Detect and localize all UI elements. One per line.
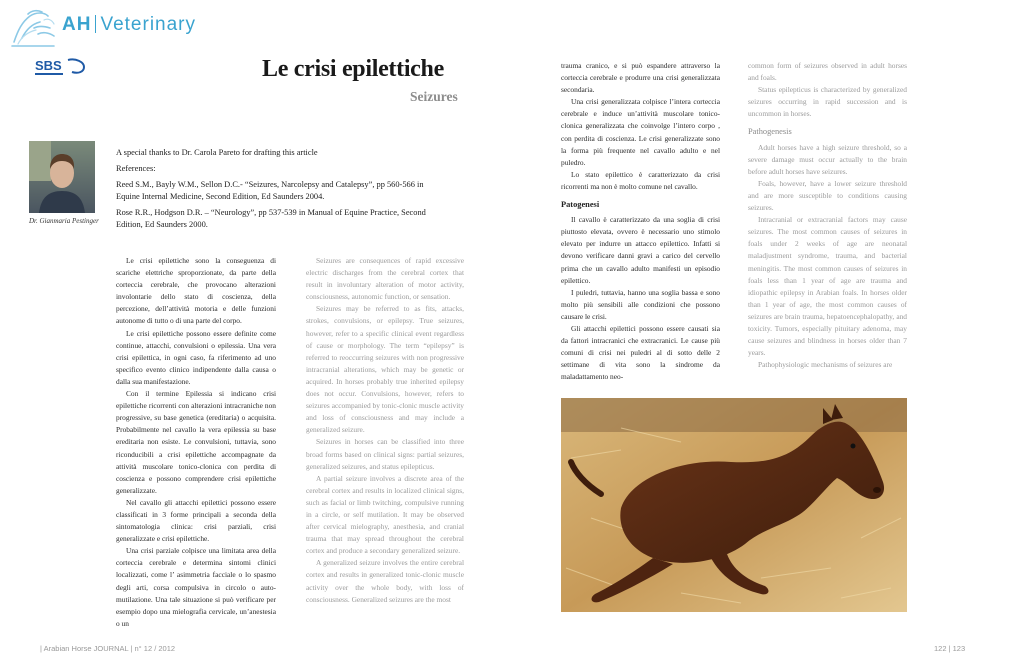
column-english-2: [748, 60, 907, 371]
references-label: References:: [116, 164, 156, 173]
journal-name: Arabian Horse JOURNAL: [43, 644, 129, 653]
paragraph: Gli attacchi epilettici possono essere causati sia da fattori intracranici che extracranici. Le cause più comuni di crisi nei puledri al di sotto delle 2 settimane di vita sono la sindrome da maladattamento neo-: [561, 323, 720, 382]
author-photo: [29, 141, 95, 213]
page-numbers: 122 | 123: [934, 644, 966, 653]
reference-item: Rose R.R., Hodgson D.R. – “Neurology”, pp 537-539 in Manual of Equine Practice, Second Edition, Ed Saunders 2000.: [116, 208, 426, 229]
paragraph: Pathophysiologic mechanisms of seizures are: [758, 360, 893, 370]
paragraph: trauma cranico, e si può espandere attraverso la corteccia cerebrale e produrre una crisi generalizzata secondaria.: [561, 61, 720, 95]
column-italian-2: [561, 60, 720, 383]
thanks-line: A special thanks to Dr. Carola Pareto for drafting this article: [116, 148, 318, 157]
section-heading: Patogenesi: [561, 200, 600, 210]
paragraph: Con il termine Epilessia si indicano crisi epilettiche ricorrenti con alterazioni intracraniche non progressive, su base genetica (ereditaria) o acquisita. Probabilmente nel cavallo la vera epilessia su base ereditaria non esiste. Le convulsioni, tuttavia, sono riconducibili a crisi epilettiche accompagnate da attività muscolare tonico-clonica con perdita di coscienza e possono comprendere crisi epilettiche generalizzate.: [116, 389, 276, 495]
paragraph: Intracranial or extracranial factors may cause seizures. The most common causes of seizures in foals under 2 weeks of age are neonatal maladjustment syndrome, trauma, and bacterial meningitis. The most common causes of seizures in foals less than 1 year of age are trauma and idiopathic epilepsy in Arabian foals. In horses older than 1 year of age, the most common causes of seizures are brain trauma, hepatoencephalopathy, and toxicity. Tumors, especially pituitary adenoma, may cause seizures and blindness in horses older than 7 years.: [748, 215, 907, 358]
issue-number: n° 12 / 2012: [134, 644, 176, 653]
paragraph: Seizures may be referred to as fits, attacks, strokes, convulsions, or epilepsy. True seizures, however, refer to a specific clinical event regardless of cause or morphology. The term “epilepsy” is referred to reoccurring seizures with non progressive intracranial alterations, which may be genetic or acquired. In horses probably true inherited epilepsy does not occur. Convulsions, however, refers to seizures accompanied by tonic-clonic muscle activity and loss of consciousness and may include a generalized seizure.: [306, 304, 464, 435]
article-subtitle: Seizures: [410, 89, 458, 104]
paragraph: Il cavallo è caratterizzato da una soglia di crisi piuttosto elevata, ovvero è necessario uno stimolo elevato per indurre un attacco epilettico. Infatti si devono verificare danni gravi a carico del cervello prima che un cavallo adulto manifesti un episodio epilettico.: [561, 215, 720, 285]
brand-bold: AH: [62, 14, 92, 35]
paragraph: Status epilepticus is characterized by generalized seizures occurring in rapid succession and is uncommon in horses.: [748, 85, 907, 119]
paragraph: A generalized seizure involves the entire cerebral cortex and results in generalized tonic-clonic muscle activity over the whole body, with loss of consciousness. Generalized seizures are the most: [306, 558, 464, 604]
section-brand: [62, 14, 196, 36]
paragraph: Adult horses have a high seizure threshold, so a severe damage must occur actually to the brain before adult horses have seizures.: [748, 142, 907, 176]
paragraph: Seizures in horses can be classified into three broad forms based on clinical signs: partial seizures, generalized seizures, and status epilepticus.: [306, 437, 464, 471]
brand-section-name: Veterinary: [100, 14, 196, 35]
article-title: Le crisi epilettiche: [262, 56, 444, 82]
paragraph: Foals, however, have a lower seizure threshold and are more susceptible to conditions causing seizures.: [748, 178, 907, 213]
paragraph: I puledri, tuttavia, hanno una soglia bassa e sono molto più sensibili alle condizioni che possono causare le crisi.: [561, 287, 720, 321]
references-block: [116, 147, 446, 235]
paragraph: Una crisi generalizzata colpisce l’intera corteccia cerebrale e induce un’attività muscolare tonico-clonica generalizzata che coinvolge l’intero corpo , con perdita di coscienza. Le crisi generalizzate sono la forma più frequente nel cavallo adulto e nel puledro.: [561, 97, 720, 167]
footer-left: | Arabian Horse JOURNAL | n° 12 / 2012: [40, 644, 176, 653]
foal-photo: [561, 398, 907, 612]
paragraph: Lo stato epilettico è caratterizzato da crisi ricorrenti ma non è molto comune nel cavallo.: [561, 169, 720, 191]
brand-divider: [95, 15, 96, 33]
paragraph: Le crisi epilettiche possono essere definite come continue, attacchi, convulsioni o epilessia. Una vera crisi epilettica, in ogni caso, fa riferimento ad uno specifico evento clinico indipendente dalla causa o dalla sua manifestazione.: [116, 328, 276, 386]
column-italian-1: [116, 255, 276, 630]
paragraph: Una crisi parziale colpisce una limitata area della corteccia cerebrale e determina sintomi clinici localizzati, come l’ asimmetria facciale o lo spasmo degli arti, corsa compulsiva in circolo o auto-mutilazione. Una tale situazione si può verificare per esempio dopo una mielografia cervicale, un’anestesia o un: [116, 546, 276, 628]
horse-head-logo-icon: [8, 8, 60, 48]
paragraph: A partial seizure involves a discrete area of the cerebral cortex and results in localized clinical signs, such as facial or limb twitching, compulsive running in a circle, or self mutilation. It may be observed after cervical mielography, anesthesia, and cranial trauma that may spread throughout the cerebral cortex and produce a secondary generalized seizure.: [306, 473, 464, 556]
paragraph: common form of seizures observed in adult horses and foals.: [748, 61, 907, 83]
paragraph: Seizures are consequences of rapid excessive electric discharges from the cerebral cortex that result in involuntary alteration of motor activity, consciousness, autonomic function, or sensation.: [306, 256, 464, 302]
author-caption: Dr. Gianmaria Pestinger: [29, 217, 99, 225]
sbs-logo-text: SBS: [35, 58, 62, 73]
column-english-1: [306, 255, 464, 606]
paragraph: Le crisi epilettiche sono la conseguenza di scariche elettriche sproporzionate, da parte della corteccia cerebrale, che provocano alterazioni involontarie dello stato di coscienza, della percezione, dell’attività motoria e delle funzioni autonome di tutto o di una parte del corpo.: [116, 256, 276, 326]
sbs-logo-icon: [34, 56, 88, 78]
section-heading: Pathogenesis: [748, 127, 792, 137]
paragraph: Nel cavallo gli attacchi epilettici possono essere classificati in 3 forme principali a seconda della sintomatologia clinica: crisi parziali, crisi generalizzate e crisi epilettiche.: [116, 497, 276, 544]
reference-item: Reed S.M., Bayly W.M., Sellon D.C.- “Seizures, Narcolepsy and Catalepsy”, pp 560-566 in Equine Internal Medicine, Second Edition, Ed Saunders 2004.: [116, 180, 424, 201]
